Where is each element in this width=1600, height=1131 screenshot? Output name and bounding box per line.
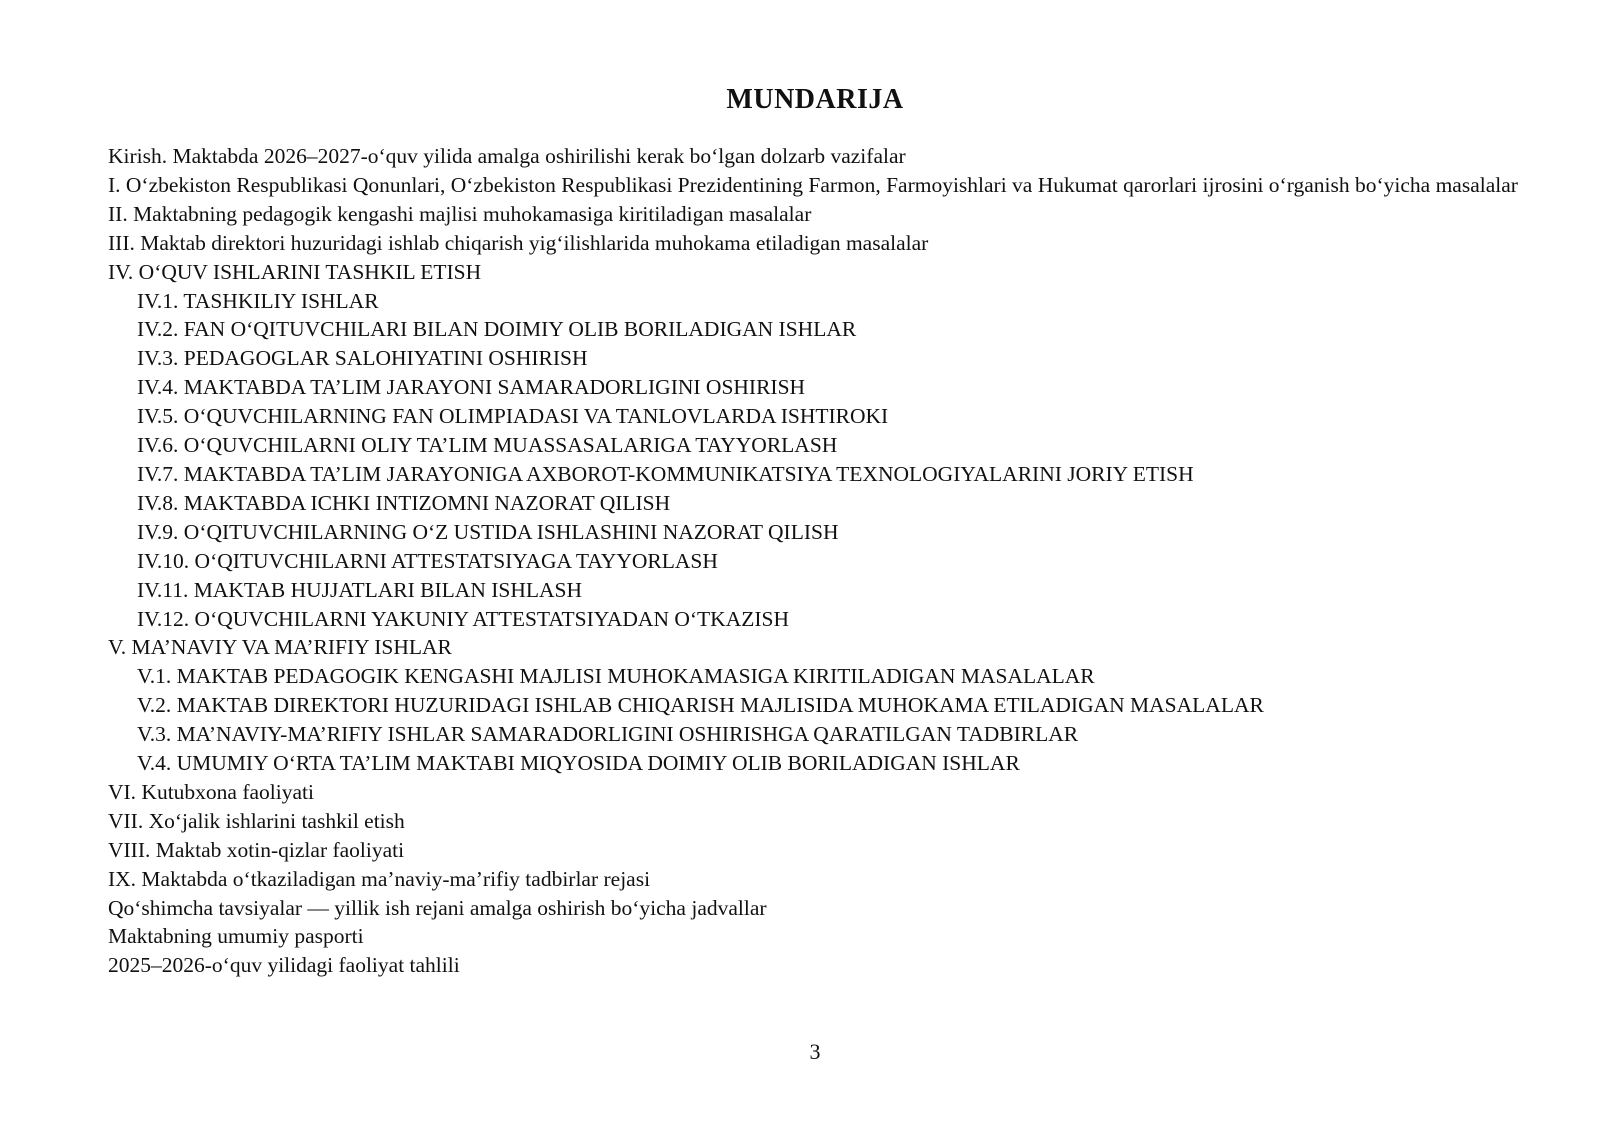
- toc-entry: VI. Kutubxona faoliyati: [108, 779, 314, 804]
- toc-subentry: IV.4. MAKTABDA TA’LIM JARAYONI SAMARADORLIGINI OSHIRISH: [137, 375, 806, 400]
- toc-entry: III. Maktab direktori huzuridagi ishlab chiqarish yig‘ilishlarida muhokama etiladigan masalalar: [108, 230, 929, 255]
- toc-subentry: V.3. MA’NAVIY-MA’RIFIY ISHLAR SAMARADORLIGINI OSHIRISHGA QARATILGAN TADBIRLAR: [137, 722, 1079, 747]
- toc-entry: 2025–2026-o‘quv yilidagi faoliyat tahlili: [108, 953, 460, 978]
- toc-subentry: IV.3. PEDAGOGLAR SALOHIYATINI OSHIRISH: [137, 346, 588, 371]
- toc-subentry: V.1. MAKTAB PEDAGOGIK KENGASHI MAJLISI MUHOKAMASIGA KIRITILADIGAN MASALALAR: [137, 664, 1095, 689]
- toc-entry: VII. Xo‘jalik ishlarini tashkil etish: [108, 808, 405, 833]
- toc-subentry: IV.7. MAKTABDA TA’LIM JARAYONIGA AXBOROT-KOMMUNIKATSIYA TEXNOLOGIYALARINI JORIY ETISH: [137, 461, 1194, 486]
- toc-subentry: IV.12. O‘QUVCHILARNI YAKUNIY ATTESTATSIYADAN O‘TKAZISH: [137, 606, 790, 631]
- toc-entry: Maktabning umumiy pasporti: [108, 924, 364, 949]
- toc-subentry: IV.6. O‘QUVCHILARNI OLIY TA’LIM MUASSASALARIGA TAYYORLASH: [137, 433, 838, 458]
- toc-subentry: IV.9. O‘QITUVCHILARNING O‘Z USTIDA ISHLASHINI NAZORAT QILISH: [137, 519, 839, 544]
- toc-subentry: IV.2. FAN O‘QITUVCHILARI BILAN DOIMIY OLIB BORILADIGAN ISHLAR: [137, 317, 857, 342]
- toc-subentry: IV.11. MAKTAB HUJJATLARI BILAN ISHLASH: [137, 577, 583, 602]
- toc-entry: IV. O‘QUV ISHLARINI TASHKIL ETISH: [108, 259, 482, 284]
- toc-subentry: IV.8. MAKTABDA ICHKI INTIZOMNI NAZORAT QILISH: [137, 490, 671, 515]
- toc-entry: I. O‘zbekiston Respublikasi Qonunlari, O‘zbekiston Respublikasi Prezidentining Farmon, Farmoyishlari va Hukumat qarorlari ijrosini o‘rganish bo‘yicha masalalar: [108, 172, 1518, 197]
- toc-entry: VIII. Maktab xotin-qizlar faoliyati: [108, 837, 405, 862]
- table-of-contents: [108, 142, 1528, 980]
- toc-entry: Qo‘shimcha tavsiyalar — yillik ish rejani amalga oshirish bo‘yicha jadvallar: [108, 895, 767, 920]
- toc-subentry: IV.1. TASHKILIY ISHLAR: [137, 288, 379, 313]
- toc-subentry: IV.5. O‘QUVCHILARNING FAN OLIMPIADASI VA TANLOVLARDA ISHTIROKI: [137, 404, 889, 429]
- toc-entry: V. MA’NAVIY VA MA’RIFIY ISHLAR: [108, 635, 452, 660]
- page-number: 3: [809, 1039, 821, 1064]
- toc-subentry: IV.10. O‘QITUVCHILARNI ATTESTATSIYAGA TAYYORLASH: [137, 548, 718, 573]
- toc-entry: IX. Maktabda o‘tkaziladigan ma’naviy-ma’rifiy tadbirlar rejasi: [108, 866, 651, 891]
- toc-subentry: V.2. MAKTAB DIREKTORI HUZURIDAGI ISHLAB CHIQARISH MAJLISIDA MUHOKAMA ETILADIGAN MASALALAR: [137, 693, 1264, 718]
- toc-entry: Kirish. Maktabda 2026–2027-o‘quv yilida amalga oshirilishi kerak bo‘lgan dolzarb vazifalar: [108, 144, 906, 168]
- page-title: MUNDARIJA: [726, 84, 904, 115]
- toc-subentry: V.4. UMUMIY O‘RTA TA’LIM MAKTABI MIQYOSIDA DOIMIY OLIB BORILADIGAN ISHLAR: [137, 751, 1020, 776]
- toc-entry: II. Maktabning pedagogik kengashi majlisi muhokamasiga kiritiladigan masalalar: [108, 201, 812, 226]
